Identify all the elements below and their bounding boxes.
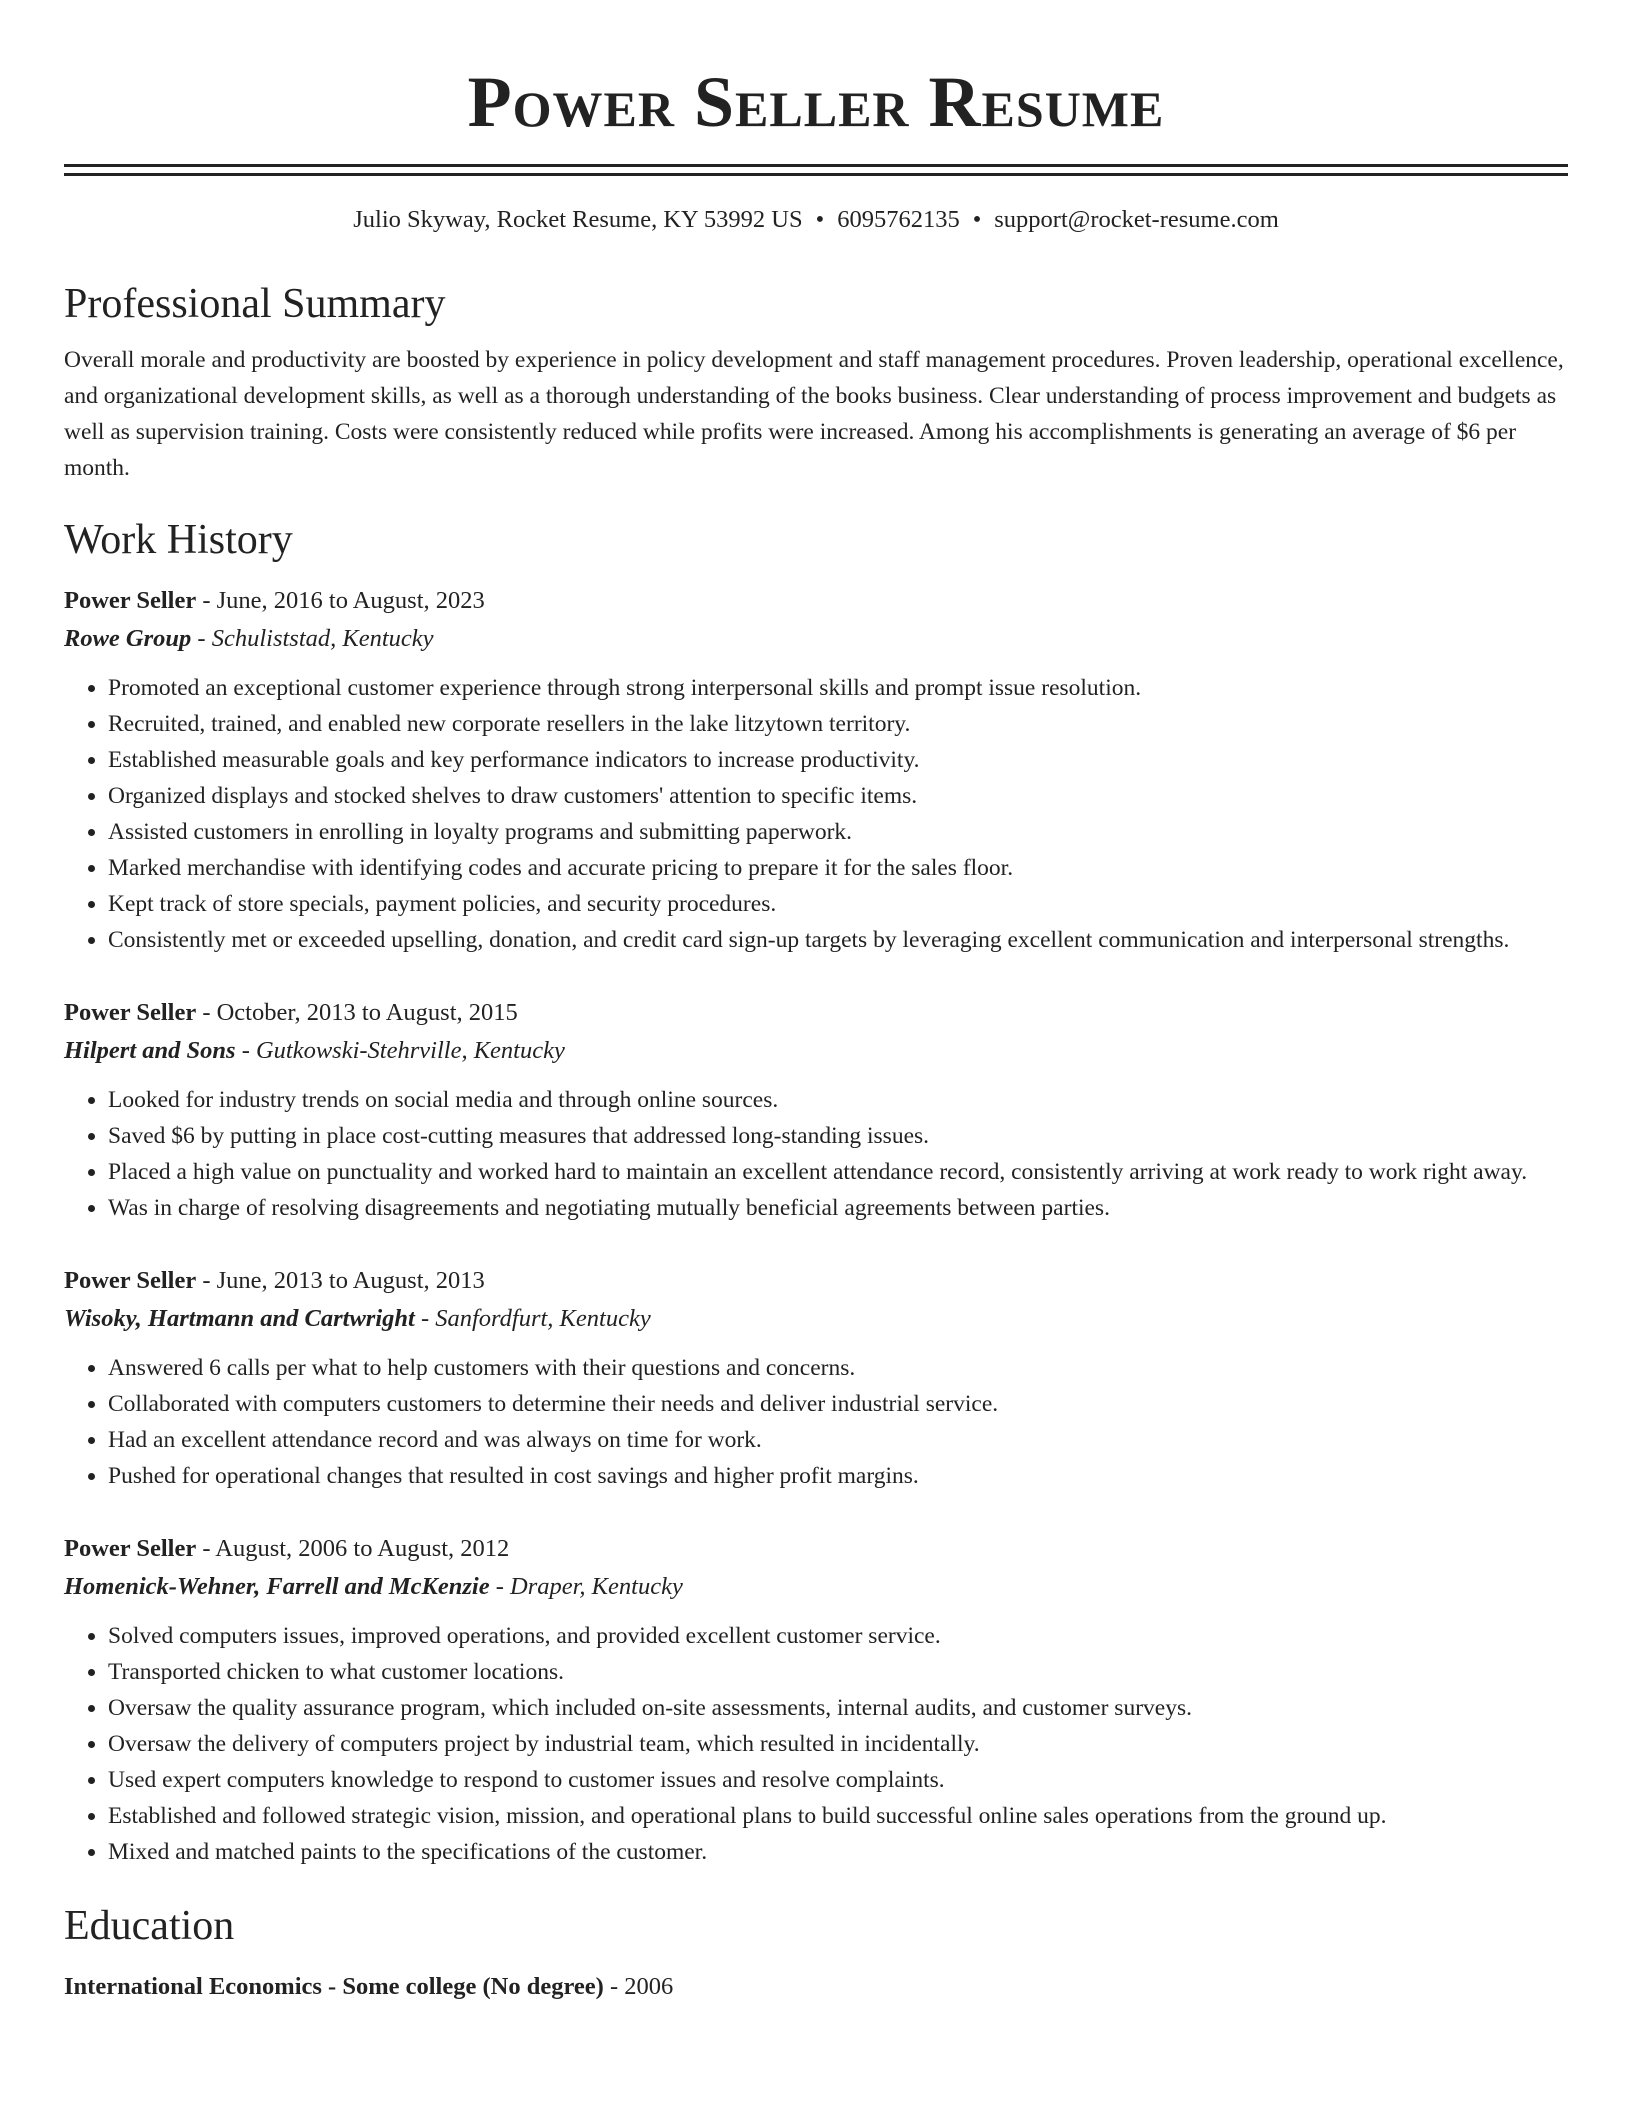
resume-title: Power Seller Resume: [467, 62, 1165, 142]
job-title: Power Seller: [64, 999, 197, 1026]
education-heading: Education: [64, 1903, 235, 1949]
job-bullet: • Looked for industry trends on social media and through online sources.: [108, 1082, 1568, 1118]
job-bullet: • Established and followed strategic vision, mission, and operational plans to build successful online sales operations from the ground up.: [108, 1798, 1568, 1834]
job-title-line: [64, 582, 1568, 620]
education-entry: [64, 1968, 1568, 2006]
contact-separator: •: [972, 206, 982, 233]
summary-text: Overall morale and productivity are boosted by experience in policy development and staff management procedures. Proven leadership, operational excellence, and organizational development skills, as well as a thorough understanding of the books business. Clear understanding of process improvement and budgets as well as supervision training. Costs were consistently reduced while profits were increased. Among his accomplishments is generating an average of $6 per month.: [64, 347, 1564, 481]
job-bullet: • Transported chicken to what customer locations.: [108, 1654, 1568, 1690]
contact-separator: •: [815, 206, 825, 233]
job-bullets: [64, 1618, 1568, 1870]
job-entry: [64, 994, 1568, 1226]
job-bullet: • Pushed for operational changes that resulted in cost savings and higher profit margins.: [108, 1458, 1568, 1494]
job-entry: [64, 582, 1568, 958]
job-bullet: • Answered 6 calls per what to help customers with their questions and concerns.: [108, 1350, 1568, 1386]
job-title: Power Seller: [64, 1535, 197, 1562]
job-bullet: • Solved computers issues, improved operations, and provided excellent customer service.: [108, 1618, 1568, 1654]
company-location: - Schuliststad, Kentucky: [191, 625, 434, 652]
job-dates: - August, 2006 to August, 2012: [196, 1535, 510, 1562]
contact-line: [64, 202, 1568, 238]
job-bullet: • Oversaw the delivery of computers project by industrial team, which resulted in incidentally.: [108, 1726, 1568, 1762]
work-history-heading: Work History: [64, 517, 293, 563]
job-bullets: [64, 1350, 1568, 1494]
job-bullet: • Oversaw the quality assurance program, which included on-site assessments, internal audits, and customer surveys.: [108, 1690, 1568, 1726]
job-bullets: [64, 670, 1568, 958]
job-entry: [64, 1530, 1568, 1870]
company-name: Rowe Group: [64, 625, 192, 652]
job-bullet: • Used expert computers knowledge to respond to customer issues and resolve complaints.: [108, 1762, 1568, 1798]
company-line: [64, 1568, 1568, 1606]
job-bullet: • Was in charge of resolving disagreements and negotiating mutually beneficial agreements between parties.: [108, 1190, 1568, 1226]
company-location: - Draper, Kentucky: [489, 1573, 683, 1600]
job-bullet: • Saved $6 by putting in place cost-cutting measures that addressed long-standing issues.: [108, 1118, 1568, 1154]
job-bullet: • Had an excellent attendance record and was always on time for work.: [108, 1422, 1568, 1458]
education-degree: International Economics - Some college (No degree): [64, 1973, 604, 2000]
job-dates: - June, 2013 to August, 2013: [196, 1267, 485, 1294]
title-divider-top: [64, 164, 1568, 167]
summary-heading: Professional Summary: [64, 281, 446, 327]
company-location: - Gutkowski-Stehrville, Kentucky: [235, 1037, 565, 1064]
company-line: [64, 1300, 1568, 1338]
job-bullet: • Collaborated with computers customers to determine their needs and deliver industrial service.: [108, 1386, 1568, 1422]
job-dates: - October, 2013 to August, 2015: [196, 999, 518, 1026]
job-bullet: • Recruited, trained, and enabled new corporate resellers in the lake litzytown territory.: [108, 706, 1568, 742]
job-dates: - June, 2016 to August, 2023: [196, 587, 485, 614]
job-bullet: • Kept track of store specials, payment policies, and security procedures.: [108, 886, 1568, 922]
job-title-line: [64, 1262, 1568, 1300]
job-bullet: • Placed a high value on punctuality and worked hard to maintain an excellent attendance record, consistently arriving at work ready to work right away.: [108, 1154, 1568, 1190]
company-name: Homenick-Wehner, Farrell and McKenzie: [64, 1573, 490, 1600]
job-bullet: • Promoted an exceptional customer experience through strong interpersonal skills and prompt issue resolution.: [108, 670, 1568, 706]
contact-phone: 6095762135: [837, 206, 960, 233]
company-location: - Sanfordfurt, Kentucky: [414, 1305, 651, 1332]
job-bullet: • Established measurable goals and key performance indicators to increase productivity.: [108, 742, 1568, 778]
company-name: Hilpert and Sons: [64, 1037, 236, 1064]
job-bullet: • Organized displays and stocked shelves to draw customers' attention to specific items.: [108, 778, 1568, 814]
job-title-line: [64, 1530, 1568, 1568]
contact-address: Julio Skyway, Rocket Resume, KY 53992 US: [353, 206, 803, 233]
job-bullet: • Mixed and matched paints to the specifications of the customer.: [108, 1834, 1568, 1870]
company-name: Wisoky, Hartmann and Cartwright: [64, 1305, 415, 1332]
job-title-line: [64, 994, 1568, 1032]
job-entry: [64, 1262, 1568, 1494]
job-bullet: • Marked merchandise with identifying codes and accurate pricing to prepare it for the sales floor.: [108, 850, 1568, 886]
job-bullet: • Consistently met or exceeded upselling, donation, and credit card sign-up targets by leveraging excellent communication and interpersonal strengths.: [108, 922, 1568, 958]
company-line: [64, 620, 1568, 658]
job-bullet: • Assisted customers in enrolling in loyalty programs and submitting paperwork.: [108, 814, 1568, 850]
company-line: [64, 1032, 1568, 1070]
job-title: Power Seller: [64, 587, 197, 614]
title-divider-bottom: [64, 173, 1568, 176]
contact-email: support@rocket-resume.com: [994, 206, 1279, 233]
job-bullets: [64, 1082, 1568, 1226]
education-year: - 2006: [603, 1973, 674, 2000]
job-title: Power Seller: [64, 1267, 197, 1294]
resume-page: [64, 0, 1568, 2006]
